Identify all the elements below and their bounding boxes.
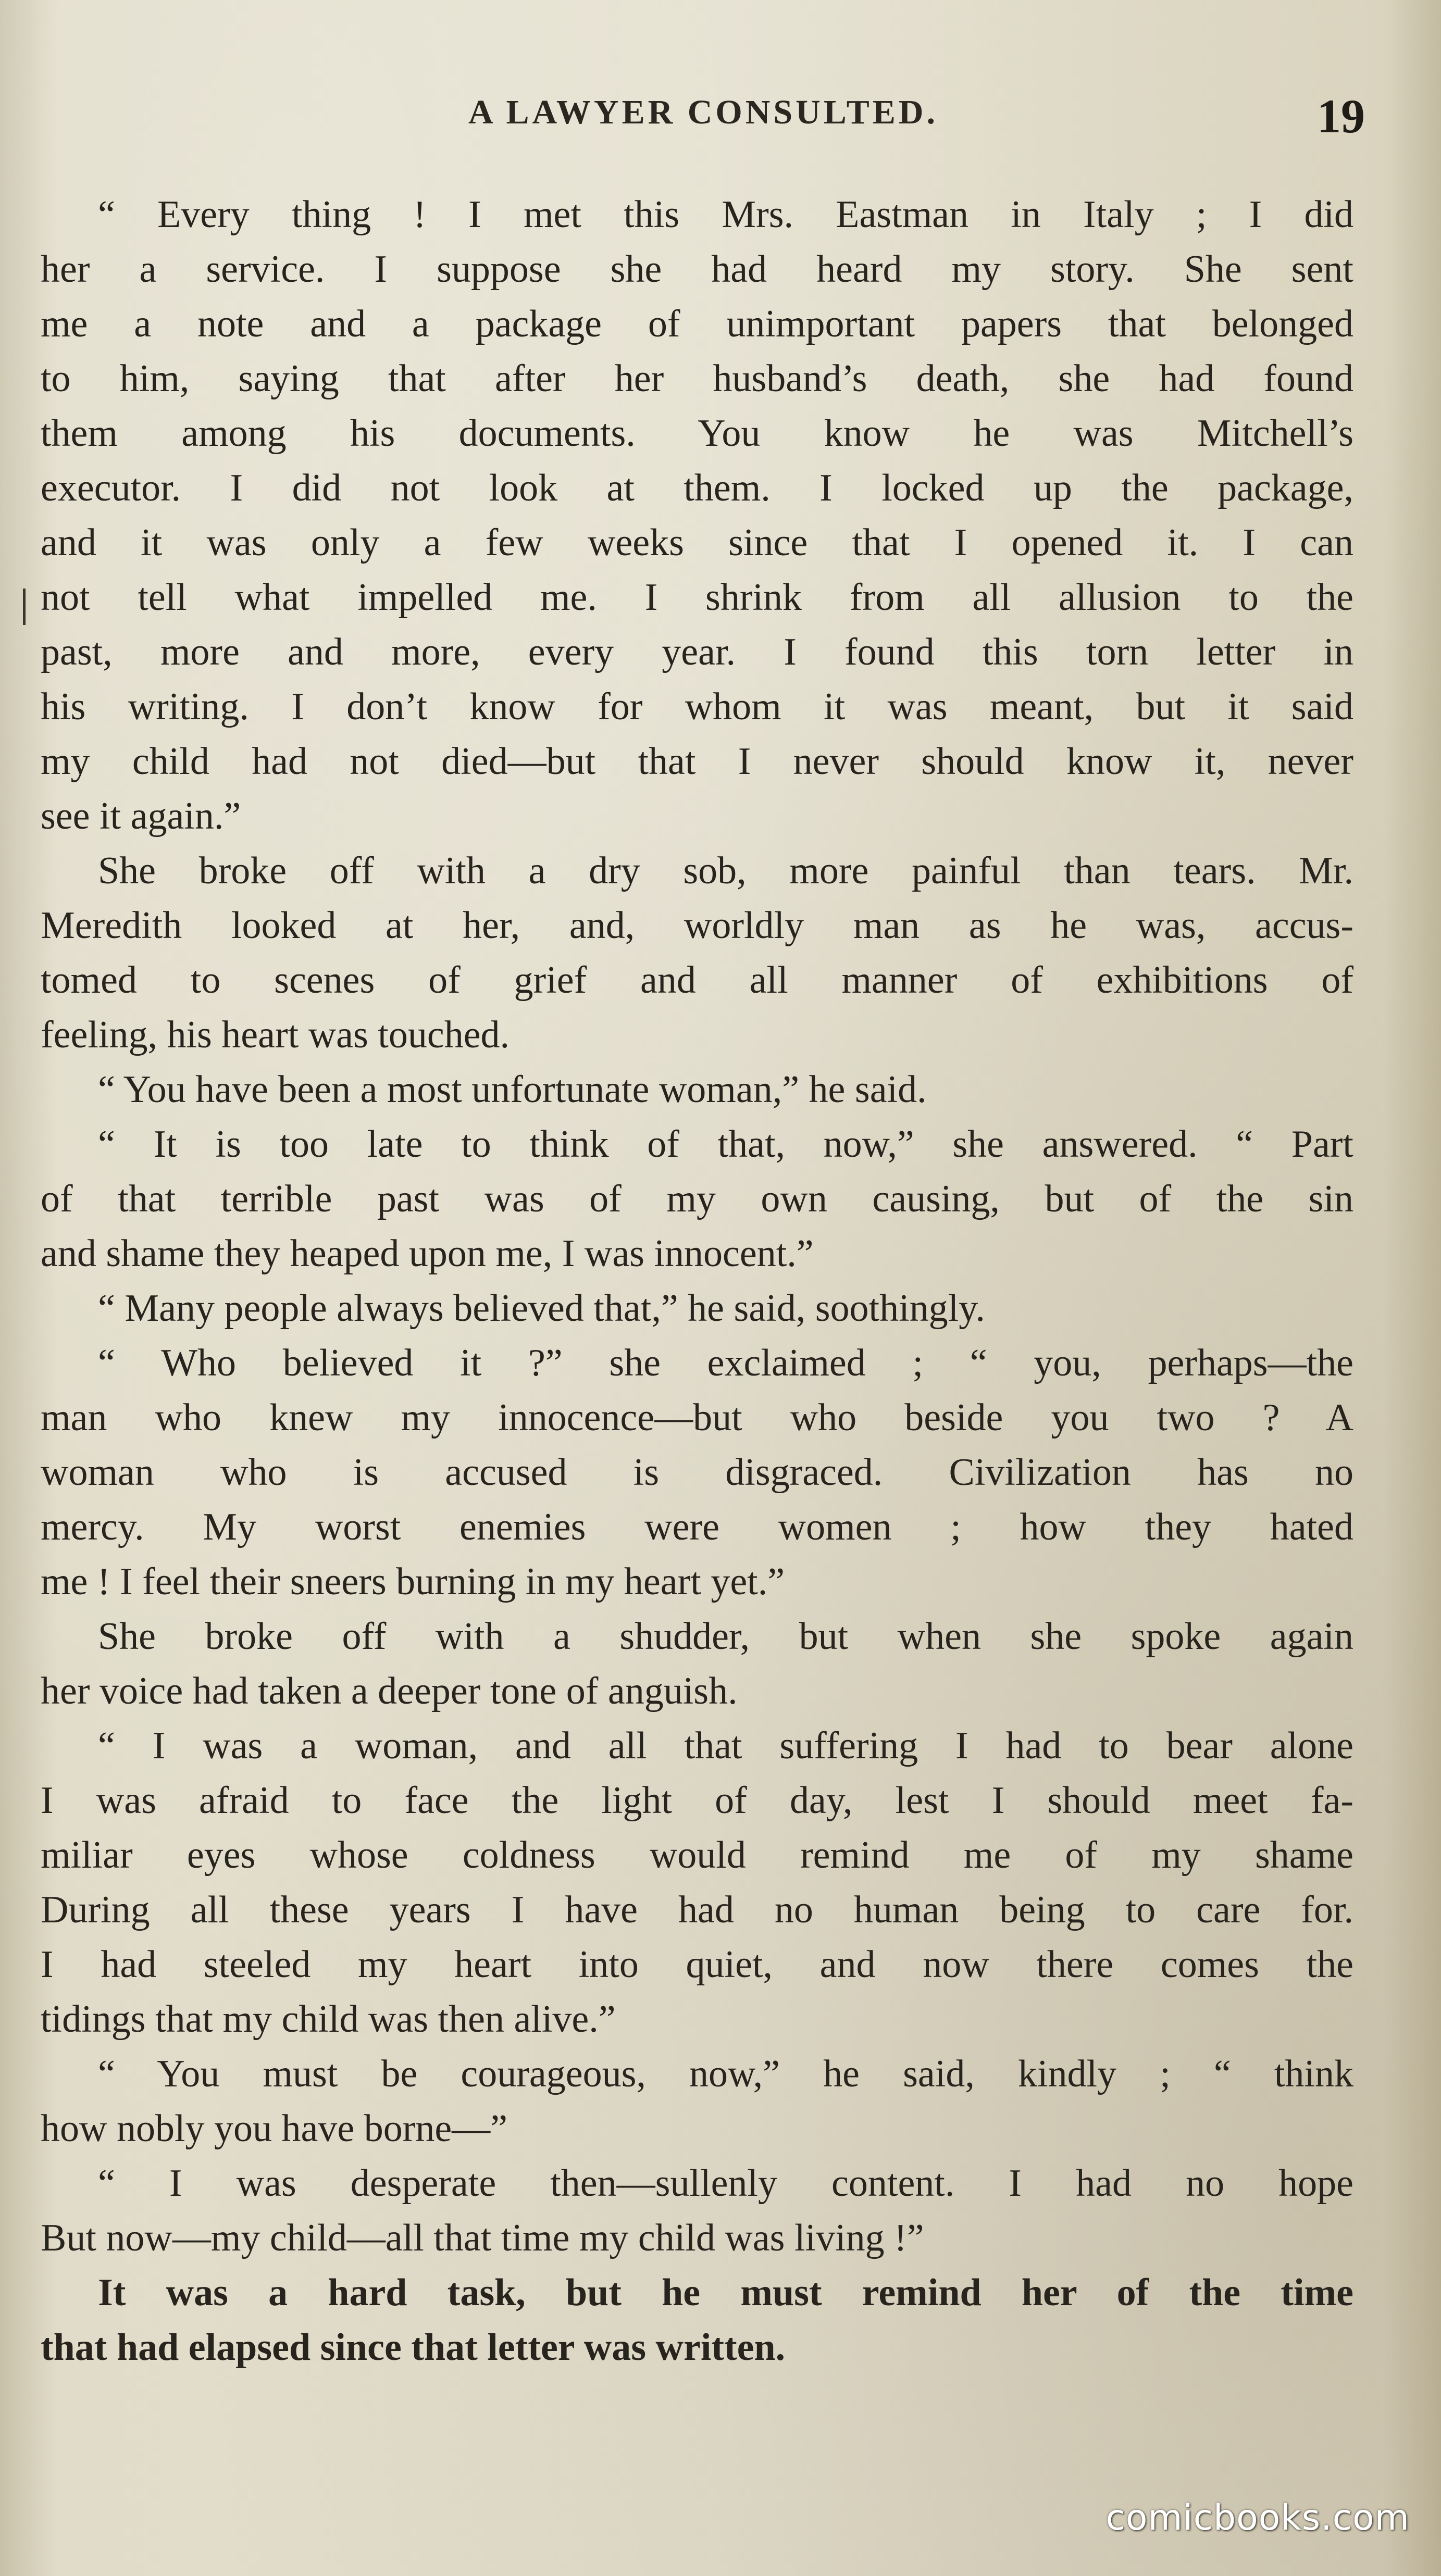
- text-line: and it was only a few weeks since that I opened it. I can: [41, 521, 1353, 564]
- text-line: me ! I feel their sneers burning in my heart yet.”: [41, 1560, 785, 1603]
- text-line: “ Who believed it ?” she exclaimed ; “ you, perhaps—the: [98, 1342, 1353, 1384]
- text-line: me a note and a package of unimportant papers that belonged: [41, 303, 1353, 345]
- running-head: A LAWYER CONSULTED.: [468, 93, 938, 131]
- text-line: how nobly you have borne—”: [41, 2107, 508, 2150]
- text-line: I had steeled my heart into quiet, and now there comes the: [41, 1943, 1353, 1986]
- text-line: her a service. I suppose she had heard my story. She sent: [41, 248, 1353, 291]
- text-line: tidings that my child was then alive.”: [41, 1998, 616, 2041]
- text-line: of that terrible past was of my own causing, but of the sin: [41, 1178, 1353, 1220]
- text-line: I was afraid to face the light of day, lest I should meet fa-: [41, 1779, 1353, 1822]
- text-line: see it again.”: [41, 795, 241, 837]
- text-line: Meredith looked at her, and, worldly man as he was, accus-: [41, 904, 1353, 947]
- text-line: miliar eyes whose coldness would remind me of my shame: [41, 1834, 1353, 1877]
- text-line: man who knew my innocence—but who beside you two ? A: [41, 1396, 1353, 1439]
- text-line: “ You must be courageous, now,” he said, kindly ; “ think: [98, 2053, 1353, 2095]
- body-text: [41, 187, 1353, 2375]
- text-line: “ Every thing ! I met this Mrs. Eastman in Italy ; I did: [98, 193, 1353, 236]
- text-line: not tell what impelled me. I shrink from all allusion to the: [41, 576, 1353, 619]
- text-line: her voice had taken a deeper tone of anguish.: [41, 1670, 738, 1712]
- text-line: mercy. My worst enemies were women ; how they hated: [41, 1506, 1353, 1548]
- text-line: She broke off with a shudder, but when she spoke again: [98, 1615, 1353, 1658]
- text-line: woman who is accused is disgraced. Civilization has no: [41, 1451, 1353, 1494]
- text-line: “ I was a woman, and all that suffering I had to bear alone: [98, 1724, 1353, 1767]
- text-line: my child had not died—but that I never should know it, never: [41, 740, 1353, 783]
- text-line: his writing. I don’t know for whom it was meant, but it said: [41, 685, 1353, 728]
- text-line: During all these years I have had no human being to care for.: [41, 1889, 1353, 1931]
- margin-mark: [23, 589, 26, 625]
- text-line: “ Many people always believed that,” he said, soothingly.: [98, 1287, 985, 1330]
- text-line: them among his documents. You know he was Mitchell’s: [41, 412, 1353, 455]
- text-line: to him, saying that after her husband’s death, she had found: [41, 357, 1353, 400]
- text-line: and shame they heaped upon me, I was innocent.”: [41, 1232, 814, 1275]
- text-line: “ I was desperate then—sullenly content. I had no hope: [98, 2162, 1353, 2205]
- page-header: [42, 89, 1365, 146]
- text-line: But now—my child—all that time my child was living !”: [41, 2217, 924, 2259]
- text-line: She broke off with a dry sob, more painful than tears. Mr.: [98, 849, 1353, 892]
- text-line: executor. I did not look at them. I locked up the package,: [41, 467, 1353, 509]
- text-line: “ You have been a most unfortunate woman,” he said.: [98, 1068, 927, 1111]
- text-line: that had elapsed since that letter was written.: [41, 2326, 786, 2369]
- text-line: It was a hard task, but he must remind her of the time: [98, 2271, 1353, 2314]
- text-line: “ It is too late to think of that, now,” she answered. “ Part: [98, 1123, 1353, 1166]
- text-line: tomed to scenes of grief and all manner of exhibitions of: [41, 959, 1353, 1002]
- text-line: past, more and more, every year. I found this torn letter in: [41, 631, 1353, 673]
- watermark: comicbooks.com: [1105, 2497, 1410, 2539]
- text-line: feeling, his heart was touched.: [41, 1014, 510, 1056]
- page-number: 19: [1317, 90, 1365, 143]
